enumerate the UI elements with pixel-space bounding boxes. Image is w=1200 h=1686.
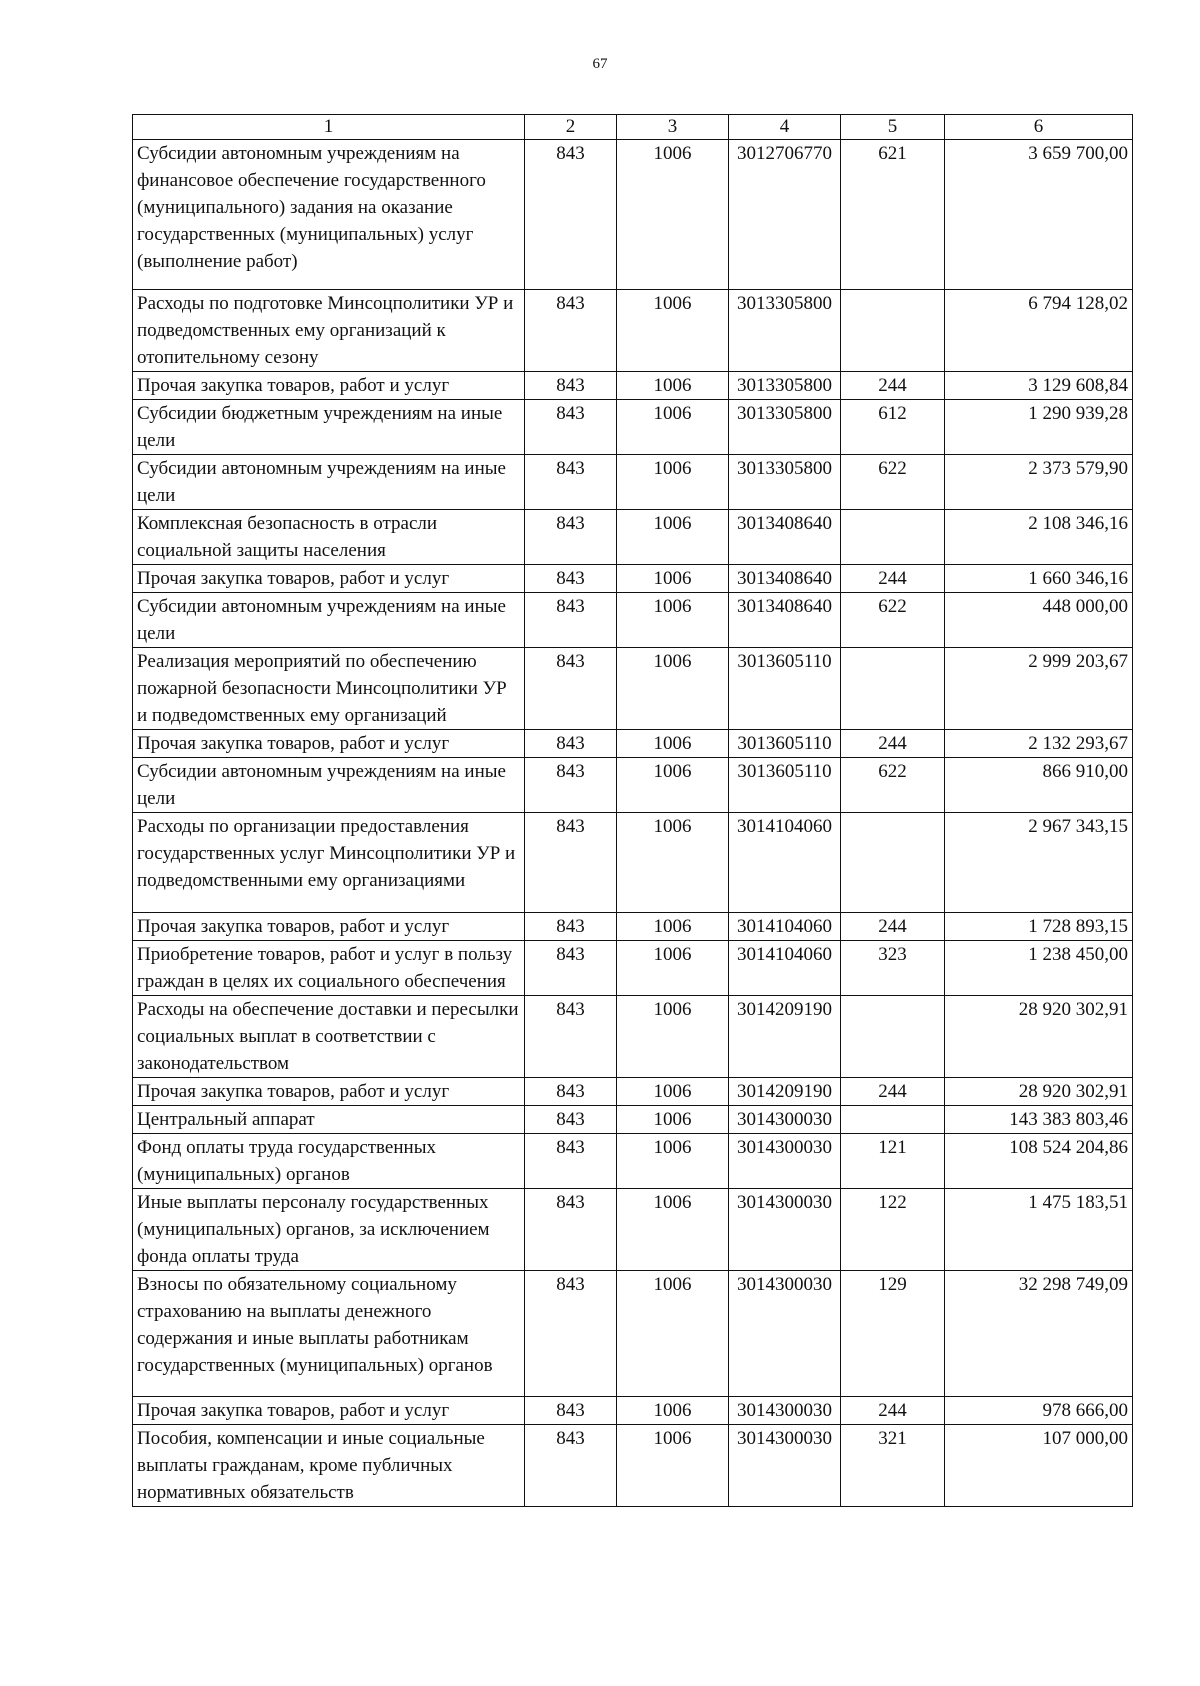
row-code-5: 121 bbox=[841, 1134, 945, 1189]
row-code-2: 843 bbox=[525, 1397, 617, 1425]
row-code-4: 3013305800 bbox=[729, 290, 841, 372]
row-code-5: 244 bbox=[841, 1397, 945, 1425]
row-code-3: 1006 bbox=[617, 1078, 729, 1106]
row-code-2: 843 bbox=[525, 1271, 617, 1397]
row-code-5: 244 bbox=[841, 913, 945, 941]
row-amount: 866 910,00 bbox=[945, 758, 1133, 813]
table-row bbox=[133, 1425, 1133, 1507]
row-code-5: 244 bbox=[841, 730, 945, 758]
row-code-4: 3014300030 bbox=[729, 1134, 841, 1189]
row-code-5 bbox=[841, 648, 945, 730]
row-code-3: 1006 bbox=[617, 1271, 729, 1397]
row-amount: 448 000,00 bbox=[945, 593, 1133, 648]
row-code-3: 1006 bbox=[617, 1134, 729, 1189]
row-code-3: 1006 bbox=[617, 913, 729, 941]
row-amount: 3 659 700,00 bbox=[945, 140, 1133, 290]
column-header: 2 bbox=[525, 115, 617, 140]
row-name: Реализация мероприятий по обеспечению пожарной безопасности Минсоцполитики УР и подведомственных ему организаций bbox=[133, 648, 525, 730]
row-code-3: 1006 bbox=[617, 510, 729, 565]
row-amount: 2 108 346,16 bbox=[945, 510, 1133, 565]
row-code-5 bbox=[841, 813, 945, 913]
row-code-4: 3013305800 bbox=[729, 400, 841, 455]
row-name: Прочая закупка товаров, работ и услуг bbox=[133, 730, 525, 758]
row-code-3: 1006 bbox=[617, 290, 729, 372]
row-name: Прочая закупка товаров, работ и услуг bbox=[133, 372, 525, 400]
column-header: 1 bbox=[133, 115, 525, 140]
table-row bbox=[133, 941, 1133, 996]
row-amount: 2 132 293,67 bbox=[945, 730, 1133, 758]
row-code-5: 622 bbox=[841, 758, 945, 813]
row-code-5 bbox=[841, 1106, 945, 1134]
row-code-2: 843 bbox=[525, 941, 617, 996]
budget-table bbox=[132, 114, 1133, 1507]
row-code-5: 244 bbox=[841, 565, 945, 593]
table-row bbox=[133, 372, 1133, 400]
column-header: 4 bbox=[729, 115, 841, 140]
row-code-5: 323 bbox=[841, 941, 945, 996]
row-name: Субсидии автономным учреждениям на иные цели bbox=[133, 593, 525, 648]
row-code-5: 122 bbox=[841, 1189, 945, 1271]
table-row bbox=[133, 140, 1133, 290]
table-row bbox=[133, 290, 1133, 372]
row-code-3: 1006 bbox=[617, 372, 729, 400]
row-amount: 108 524 204,86 bbox=[945, 1134, 1133, 1189]
row-name: Расходы по организации предоставления государственных услуг Минсоцполитики УР и подведомственными ему организациями bbox=[133, 813, 525, 913]
row-code-3: 1006 bbox=[617, 1397, 729, 1425]
row-amount: 1 238 450,00 bbox=[945, 941, 1133, 996]
row-code-5 bbox=[841, 510, 945, 565]
row-code-4: 3013305800 bbox=[729, 372, 841, 400]
row-code-2: 843 bbox=[525, 593, 617, 648]
row-code-2: 843 bbox=[525, 996, 617, 1078]
row-code-2: 843 bbox=[525, 1425, 617, 1507]
row-amount: 1 290 939,28 bbox=[945, 400, 1133, 455]
row-code-4: 3014300030 bbox=[729, 1189, 841, 1271]
row-amount: 143 383 803,46 bbox=[945, 1106, 1133, 1134]
row-code-4: 3014300030 bbox=[729, 1271, 841, 1397]
row-code-4: 3013605110 bbox=[729, 648, 841, 730]
row-name: Субсидии автономным учреждениям на иные цели bbox=[133, 455, 525, 510]
table-row bbox=[133, 1397, 1133, 1425]
row-code-4: 3013408640 bbox=[729, 593, 841, 648]
row-code-2: 843 bbox=[525, 730, 617, 758]
table-row bbox=[133, 1134, 1133, 1189]
column-header: 6 bbox=[945, 115, 1133, 140]
row-amount: 2 967 343,15 bbox=[945, 813, 1133, 913]
row-name: Субсидии автономным учреждениям на иные цели bbox=[133, 758, 525, 813]
row-code-4: 3013408640 bbox=[729, 565, 841, 593]
row-code-2: 843 bbox=[525, 372, 617, 400]
row-amount: 1 728 893,15 bbox=[945, 913, 1133, 941]
row-code-4: 3012706770 bbox=[729, 140, 841, 290]
row-code-4: 3014300030 bbox=[729, 1106, 841, 1134]
row-name: Приобретение товаров, работ и услуг в пользу граждан в целях их социального обеспечения bbox=[133, 941, 525, 996]
row-code-5 bbox=[841, 996, 945, 1078]
row-name: Прочая закупка товаров, работ и услуг bbox=[133, 565, 525, 593]
table-row bbox=[133, 648, 1133, 730]
row-code-5: 129 bbox=[841, 1271, 945, 1397]
row-code-3: 1006 bbox=[617, 400, 729, 455]
table-row bbox=[133, 455, 1133, 510]
row-code-4: 3014104060 bbox=[729, 941, 841, 996]
row-name: Субсидии автономным учреждениям на финансовое обеспечение государственного (муниципального) задания на оказание государственных (муниципальных) услуг (выполнение работ) bbox=[133, 140, 525, 290]
row-amount: 107 000,00 bbox=[945, 1425, 1133, 1507]
row-code-3: 1006 bbox=[617, 758, 729, 813]
row-amount: 32 298 749,09 bbox=[945, 1271, 1133, 1397]
row-name: Прочая закупка товаров, работ и услуг bbox=[133, 1397, 525, 1425]
row-code-5: 244 bbox=[841, 1078, 945, 1106]
row-code-2: 843 bbox=[525, 140, 617, 290]
table-row bbox=[133, 400, 1133, 455]
table-row bbox=[133, 565, 1133, 593]
row-code-3: 1006 bbox=[617, 140, 729, 290]
table-row bbox=[133, 813, 1133, 913]
row-code-5: 321 bbox=[841, 1425, 945, 1507]
row-amount: 978 666,00 bbox=[945, 1397, 1133, 1425]
table-row bbox=[133, 913, 1133, 941]
row-code-2: 843 bbox=[525, 1078, 617, 1106]
table-row bbox=[133, 996, 1133, 1078]
row-code-5: 621 bbox=[841, 140, 945, 290]
table-row bbox=[133, 758, 1133, 813]
column-header: 5 bbox=[841, 115, 945, 140]
row-code-2: 843 bbox=[525, 648, 617, 730]
row-name: Субсидии бюджетным учреждениям на иные цели bbox=[133, 400, 525, 455]
row-code-3: 1006 bbox=[617, 455, 729, 510]
row-name: Прочая закупка товаров, работ и услуг bbox=[133, 1078, 525, 1106]
row-name: Прочая закупка товаров, работ и услуг bbox=[133, 913, 525, 941]
row-code-4: 3013305800 bbox=[729, 455, 841, 510]
table-row bbox=[133, 1106, 1133, 1134]
header-row bbox=[133, 115, 1133, 140]
table-row bbox=[133, 593, 1133, 648]
table-row bbox=[133, 1271, 1133, 1397]
row-code-4: 3014300030 bbox=[729, 1397, 841, 1425]
table-row bbox=[133, 1189, 1133, 1271]
row-code-2: 843 bbox=[525, 1189, 617, 1271]
row-code-4: 3014209190 bbox=[729, 996, 841, 1078]
row-amount: 2 999 203,67 bbox=[945, 648, 1133, 730]
row-name: Центральный аппарат bbox=[133, 1106, 525, 1134]
row-code-2: 843 bbox=[525, 758, 617, 813]
row-code-5 bbox=[841, 290, 945, 372]
row-code-3: 1006 bbox=[617, 593, 729, 648]
row-code-3: 1006 bbox=[617, 730, 729, 758]
row-code-5: 622 bbox=[841, 455, 945, 510]
table-row bbox=[133, 510, 1133, 565]
row-code-2: 843 bbox=[525, 455, 617, 510]
table-row bbox=[133, 730, 1133, 758]
row-name: Пособия, компенсации и иные социальные выплаты гражданам, кроме публичных нормативных обязательств bbox=[133, 1425, 525, 1507]
row-code-3: 1006 bbox=[617, 1189, 729, 1271]
column-header: 3 bbox=[617, 115, 729, 140]
row-code-5: 244 bbox=[841, 372, 945, 400]
row-amount: 6 794 128,02 bbox=[945, 290, 1133, 372]
row-code-4: 3013408640 bbox=[729, 510, 841, 565]
row-name: Фонд оплаты труда государственных (муниципальных) органов bbox=[133, 1134, 525, 1189]
row-amount: 1 660 346,16 bbox=[945, 565, 1133, 593]
row-code-3: 1006 bbox=[617, 813, 729, 913]
row-name: Расходы на обеспечение доставки и пересылки социальных выплат в соответствии с законодательством bbox=[133, 996, 525, 1078]
row-amount: 1 475 183,51 bbox=[945, 1189, 1133, 1271]
row-code-3: 1006 bbox=[617, 565, 729, 593]
row-name: Взносы по обязательному социальному страхованию на выплаты денежного содержания и иные выплаты работникам государственных (муниципальных) органов bbox=[133, 1271, 525, 1397]
page-number: 67 bbox=[592, 56, 608, 72]
row-code-2: 843 bbox=[525, 290, 617, 372]
row-code-4: 3014104060 bbox=[729, 813, 841, 913]
row-code-2: 843 bbox=[525, 1106, 617, 1134]
row-code-2: 843 bbox=[525, 565, 617, 593]
row-code-2: 843 bbox=[525, 510, 617, 565]
row-code-2: 843 bbox=[525, 913, 617, 941]
row-amount: 28 920 302,91 bbox=[945, 1078, 1133, 1106]
row-code-5: 622 bbox=[841, 593, 945, 648]
row-code-4: 3014104060 bbox=[729, 913, 841, 941]
row-amount: 3 129 608,84 bbox=[945, 372, 1133, 400]
row-code-4: 3014300030 bbox=[729, 1425, 841, 1507]
row-name: Иные выплаты персоналу государственных (муниципальных) органов, за исключением фонда оплаты труда bbox=[133, 1189, 525, 1271]
row-amount: 2 373 579,90 bbox=[945, 455, 1133, 510]
row-code-3: 1006 bbox=[617, 996, 729, 1078]
row-code-4: 3014209190 bbox=[729, 1078, 841, 1106]
row-code-3: 1006 bbox=[617, 648, 729, 730]
row-code-3: 1006 bbox=[617, 1106, 729, 1134]
row-code-2: 843 bbox=[525, 400, 617, 455]
row-code-3: 1006 bbox=[617, 1425, 729, 1507]
table-row bbox=[133, 1078, 1133, 1106]
row-code-5: 612 bbox=[841, 400, 945, 455]
row-name: Комплексная безопасность в отрасли социальной защиты населения bbox=[133, 510, 525, 565]
row-code-2: 843 bbox=[525, 1134, 617, 1189]
row-code-3: 1006 bbox=[617, 941, 729, 996]
row-code-4: 3013605110 bbox=[729, 758, 841, 813]
row-code-2: 843 bbox=[525, 813, 617, 913]
row-name: Расходы по подготовке Минсоцполитики УР и подведомственных ему организаций к отопительному сезону bbox=[133, 290, 525, 372]
row-amount: 28 920 302,91 bbox=[945, 996, 1133, 1078]
row-code-4: 3013605110 bbox=[729, 730, 841, 758]
